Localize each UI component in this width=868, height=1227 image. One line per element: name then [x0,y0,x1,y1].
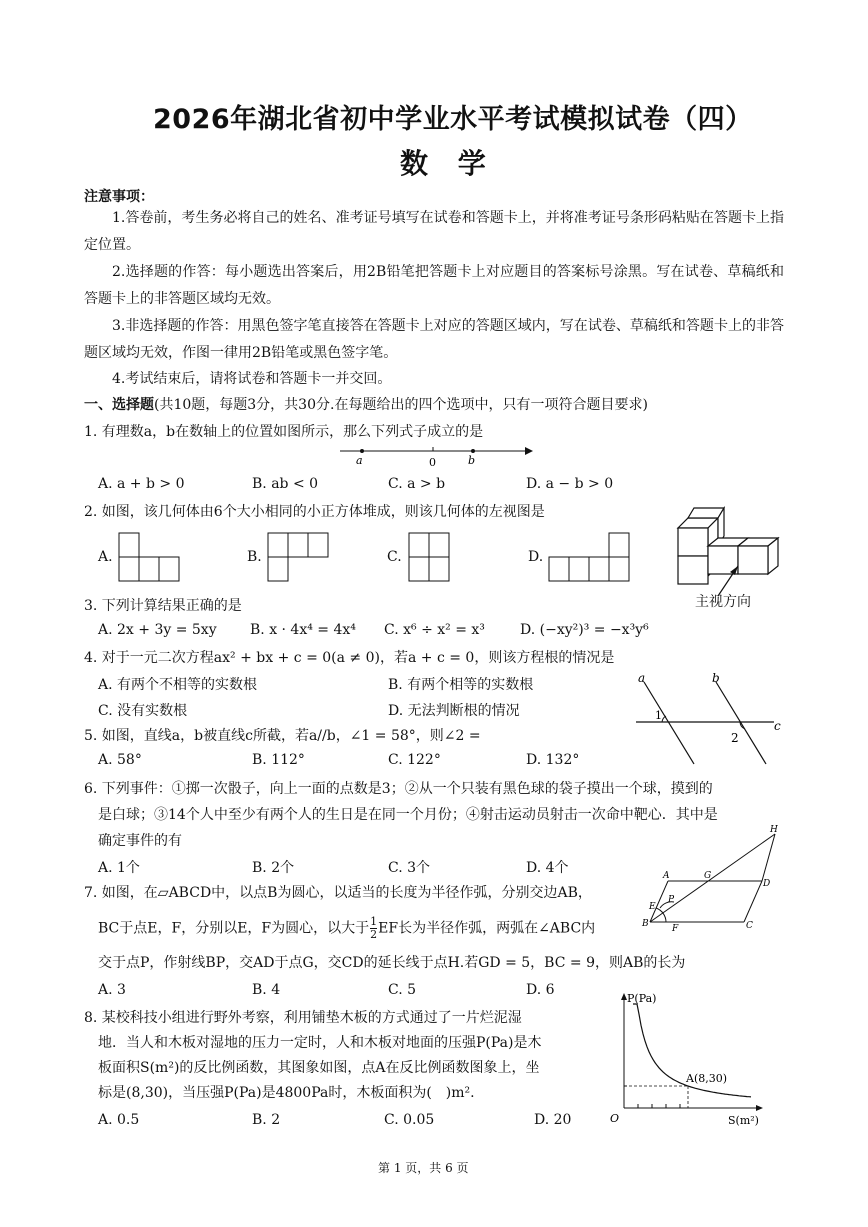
q2-view-c [408,532,452,586]
q6-line-3: 确定事件的有 [98,833,182,849]
q7-label-c: C [746,921,753,931]
q7-line-2 [98,916,595,941]
q7-fraction-numerator: 1 [370,915,378,928]
q2-view-b [267,532,331,586]
q1-label-a: a [356,454,363,467]
q8-line-4: 标是(8,30)，当压强P(Pa)是4800Pa时，木板面积为( )m². [98,1085,475,1101]
q6-option-d[interactable]: D. 4个 [526,860,569,876]
q2-view-d [548,532,632,586]
q2-figure-caption: 主视方向 [695,594,751,610]
q3-stem: 3. 下列计算结果正确的是 [84,598,242,614]
q8-option-a[interactable]: A. 0.5 [98,1112,140,1128]
q1-label-b: b [468,454,476,467]
subject-title: 数 学 [400,147,496,180]
q8-line-3: 板面积S(m²)的反比例函数，其图象如图，点A在反比例函数图象上，坐 [98,1060,540,1076]
q7-label-e: E [649,902,656,912]
q5-label-b: b [712,671,720,685]
q4-stem: 4. 对于一元二次方程ax² + bx + c = 0(a ≠ 0)，若a + c = 0，则该方程根的情况是 [84,650,615,666]
q5-parallel-lines-figure [628,670,788,774]
q7-parallelogram-figure [630,822,790,938]
q5-option-a[interactable]: A. 58° [98,752,142,768]
q1-option-c[interactable]: C. a > b [388,476,446,492]
q5-stem: 5. 如图，直线a，b被直线c所截，若a//b，∠1 = 58°，则∠2 = [84,728,481,744]
q7-label-f: F [672,924,679,934]
q1-option-d[interactable]: D. a − b > 0 [526,476,614,492]
q7-line-2-start: BC于点E，F，分别以E，F为圆心，以大于 [98,920,370,937]
q7-option-b[interactable]: B. 4 [252,982,281,998]
q7-label-d: D [763,879,771,889]
q4-option-d[interactable]: D. 无法判断根的情况 [388,703,520,719]
q5-option-b[interactable]: B. 112° [252,752,305,768]
q2-stem: 2. 如图，该几何体由6个大小相同的小正方体堆成，则该几何体的左视图是 [84,504,545,520]
q7-option-a[interactable]: A. 3 [98,982,126,998]
q8-x-axis-label: S(m²) [728,1114,759,1127]
q7-line-1: 7. 如图，在▱ABCD中，以点B为圆心，以适当的长度为半径作弧，分别交边AB， [84,885,592,901]
q1-option-a[interactable]: A. a + b > 0 [98,476,185,492]
q8-point-label: A(8,30) [686,1072,728,1085]
q8-line-1: 8. 某校科技小组进行野外考察，利用铺垫木板的方式通过了一片烂泥湿 [84,1010,522,1026]
q1-number-line [335,442,535,472]
q5-angle-2: 2 [731,731,739,745]
q7-line-3: 交于点P，作射线BP，交AD于点G，交CD的延长线于点H.若GD = 5，BC = 9，则AB的长为 [98,955,686,971]
notice-item-1: 1.答卷前，考生务必将自己的姓名、准考证号填写在试卷和答题卡上，并将准考证号条形码粘贴在答题卡上指定位置。 [84,210,784,253]
q7-option-d[interactable]: D. 6 [526,982,555,998]
page-footer: 第 1 页，共 6 页 [378,1161,469,1175]
q8-option-d[interactable]: D. 20 [534,1112,572,1128]
q7-label-g: G [704,871,712,881]
q1-label-zero: 0 [429,456,436,468]
q5-option-d[interactable]: D. 132° [526,752,580,768]
q2-option-a[interactable]: A. [98,549,113,565]
q8-line-2: 地．当人和木板对湿地的压力一定时，人和木板对地面的压强P(Pa)是木 [98,1035,542,1051]
q8-option-b[interactable]: B. 2 [252,1112,281,1128]
q7-label-a: A [663,871,670,881]
section-heading [84,395,648,415]
q4-option-c[interactable]: C. 没有实数根 [98,703,188,719]
q5-label-c: c [774,719,781,733]
notice-item-3: 3.非选择题的作答：用黑色签字笔直接答在答题卡上对应的答题区域内，写在试卷、草稿纸和答题卡上的非答题区域均无效，作图一律用2B铅笔或黑色签字笔。 [84,318,784,361]
q3-option-d[interactable]: D. (−xy²)³ = −x³y⁶ [520,622,649,638]
q3-option-a[interactable]: A. 2x + 3y = 5xy [98,622,217,638]
q6-option-b[interactable]: B. 2个 [252,860,295,876]
q7-line-2-end: EF长为半径作弧，两弧在∠ABC内 [378,920,596,937]
section-title: 一、选择题 [84,397,154,413]
exam-title: 2026年湖北省初中学业水平考试模拟试卷（四） [153,104,753,135]
q6-option-c[interactable]: C. 3个 [388,860,431,876]
q5-angle-1: 1 [655,709,662,722]
q5-label-a: a [638,671,646,685]
q2-view-a [118,532,182,586]
q7-label-h: H [770,825,778,835]
q6-option-a[interactable]: A. 1个 [98,860,140,876]
notice-item-4: 4.考试结束后，请将试卷和答题卡一并交回。 [112,371,392,387]
q1-option-b[interactable]: B. ab < 0 [252,476,319,492]
q2-option-c[interactable]: C. [387,549,402,565]
q4-option-b[interactable]: B. 有两个相等的实数根 [388,677,534,693]
q8-option-c[interactable]: C. 0.05 [384,1112,435,1128]
q1-stem: 1. 有理数a，b在数轴上的位置如图所示，那么下列式子成立的是 [84,424,484,440]
notice-item-2: 2.选择题的作答：每小题选出答案后，用2B铅笔把答题卡上对应题目的答案标号涂黑。写在试卷、草稿纸和答题卡上的非答题区域均无效。 [84,264,784,307]
q3-option-c[interactable]: C. x⁶ ÷ x² = x³ [384,622,485,638]
q7-label-p: P [668,895,675,905]
q4-option-a[interactable]: A. 有两个不相等的实数根 [98,677,258,693]
q7-fraction-denominator: 2 [370,928,378,941]
q6-line-2: 是白球；③14个人中至少有两个人的生日是在同一个月份；④射击运动员射击一次命中靶心．其中是 [98,807,718,823]
q8-inverse-function-graph [600,990,770,1134]
q3-option-b[interactable]: B. x · 4x⁴ = 4x⁴ [250,622,356,638]
q2-option-b[interactable]: B. [247,549,262,565]
section-description: (共10题，每题3分，共30分.在每题给出的四个选项中，只有一项符合题目要求) [154,397,648,413]
q6-line-1: 6. 下列事件：①掷一次骰子，向上一面的点数是3；②从一个只装有黑色球的袋子摸出一个球，摸到的 [84,781,713,797]
q8-origin-label: O [610,1112,620,1125]
q7-fraction [370,916,377,941]
q5-option-c[interactable]: C. 122° [388,752,441,768]
q8-y-axis-label: P(Pa) [627,992,657,1005]
q7-option-c[interactable]: C. 5 [388,982,417,998]
q7-label-b: B [642,919,649,929]
q2-option-d[interactable]: D. [528,549,544,565]
notice-heading: 注意事项： [84,189,154,205]
